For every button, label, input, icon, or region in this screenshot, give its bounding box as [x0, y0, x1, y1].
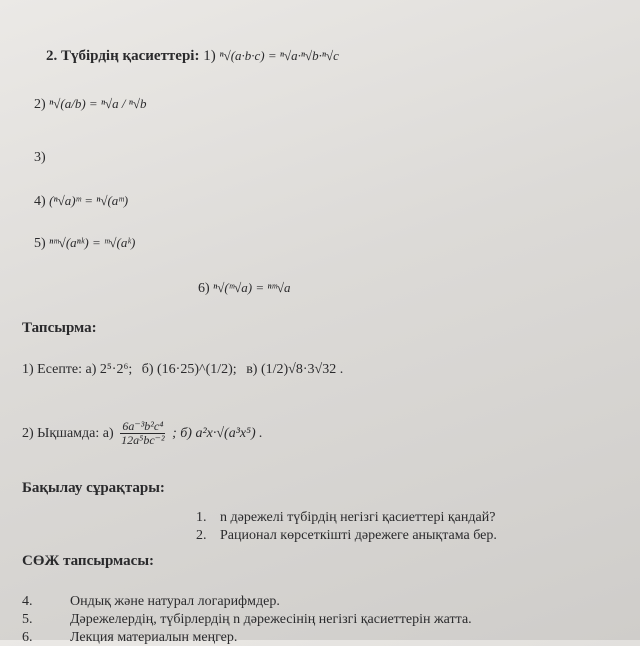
- property-3-label: 3): [34, 150, 46, 165]
- sozh-item-6: [22, 630, 237, 646]
- task-2-a-prefix: а): [102, 425, 114, 441]
- control-question-2-num: 2.: [196, 528, 207, 543]
- control-question-1: [196, 510, 495, 526]
- control-question-1-text: n дәрежелі түбірдің негізгі қасиеттері қандай?: [220, 510, 496, 525]
- property-2-formula: ⁿ√(a/b) = ⁿ√a / ⁿ√b: [49, 96, 147, 111]
- sozh-item-4-text: Ондық және натурал логарифмдер.: [70, 594, 280, 609]
- property-2-label: 2): [34, 97, 46, 112]
- task-2-a-denominator: 12a⁵bc⁻²: [121, 433, 165, 448]
- task-1-b: б) (16·25)^(1/2);: [141, 362, 237, 377]
- section-title: [46, 48, 339, 65]
- sozh-item-5-text: Дәрежелердің, түбірлердің n дәрежесінің негізгі қасиеттерін жатта.: [70, 612, 472, 627]
- sozh-item-4: [22, 594, 280, 610]
- sozh-heading: СӨЖ тапсырмасы:: [22, 553, 155, 569]
- property-6-formula: ⁿ√(ᵐ√a) = ⁿᵐ√a: [213, 280, 291, 295]
- task-heading: Тапсырма:: [22, 320, 97, 336]
- property-1-label: 1): [203, 48, 216, 64]
- task-2-b: ; б) a²x·√(a³x⁵) .: [172, 425, 263, 441]
- property-4-formula: (ⁿ√a)ᵐ = ⁿ√(aᵐ): [49, 193, 129, 208]
- sozh-item-6-num: 6.: [22, 630, 33, 645]
- task-1-a: а) 2⁵·2⁶;: [85, 362, 133, 377]
- task-2: [22, 420, 263, 447]
- task-2-label: 2) Ықшамда:: [22, 425, 100, 441]
- task-2-a-fraction: [119, 420, 166, 447]
- task-1-c: в) (1/2)√8·3√32 .: [246, 362, 344, 377]
- property-4-label: 4): [34, 194, 46, 209]
- control-heading: Бақылау сұрақтары:: [22, 480, 165, 496]
- sozh-item-5-num: 5.: [22, 612, 33, 627]
- property-6-label: 6): [198, 281, 210, 296]
- property-4: [34, 193, 128, 210]
- property-6: [198, 280, 291, 297]
- property-5: [34, 235, 135, 252]
- property-5-label: 5): [34, 236, 46, 251]
- control-question-2-text: Рационал көрсеткішті дәрежеге анықтама бер.: [220, 528, 497, 543]
- property-2: [34, 96, 147, 113]
- sozh-item-6-text: Лекция материалын меңгер.: [70, 630, 238, 645]
- sozh-item-5: [22, 612, 472, 628]
- sozh-item-4-num: 4.: [22, 594, 33, 609]
- control-question-2: [196, 528, 497, 544]
- property-3: [34, 150, 46, 166]
- task-1: [22, 362, 343, 378]
- section-title-text: 2. Түбірдің қасиеттері:: [46, 48, 200, 64]
- task-2-a-numerator: 6a⁻³b²c⁴: [122, 419, 164, 433]
- task-1-label: 1) Есепте:: [22, 362, 83, 377]
- property-1-formula: ⁿ√(a·b·c) = ⁿ√a·ⁿ√b·ⁿ√c: [219, 48, 339, 63]
- property-5-formula: ⁿᵐ√(aⁿᵏ) = ᵐ√(aᵏ): [49, 235, 136, 250]
- control-question-1-num: 1.: [196, 510, 207, 525]
